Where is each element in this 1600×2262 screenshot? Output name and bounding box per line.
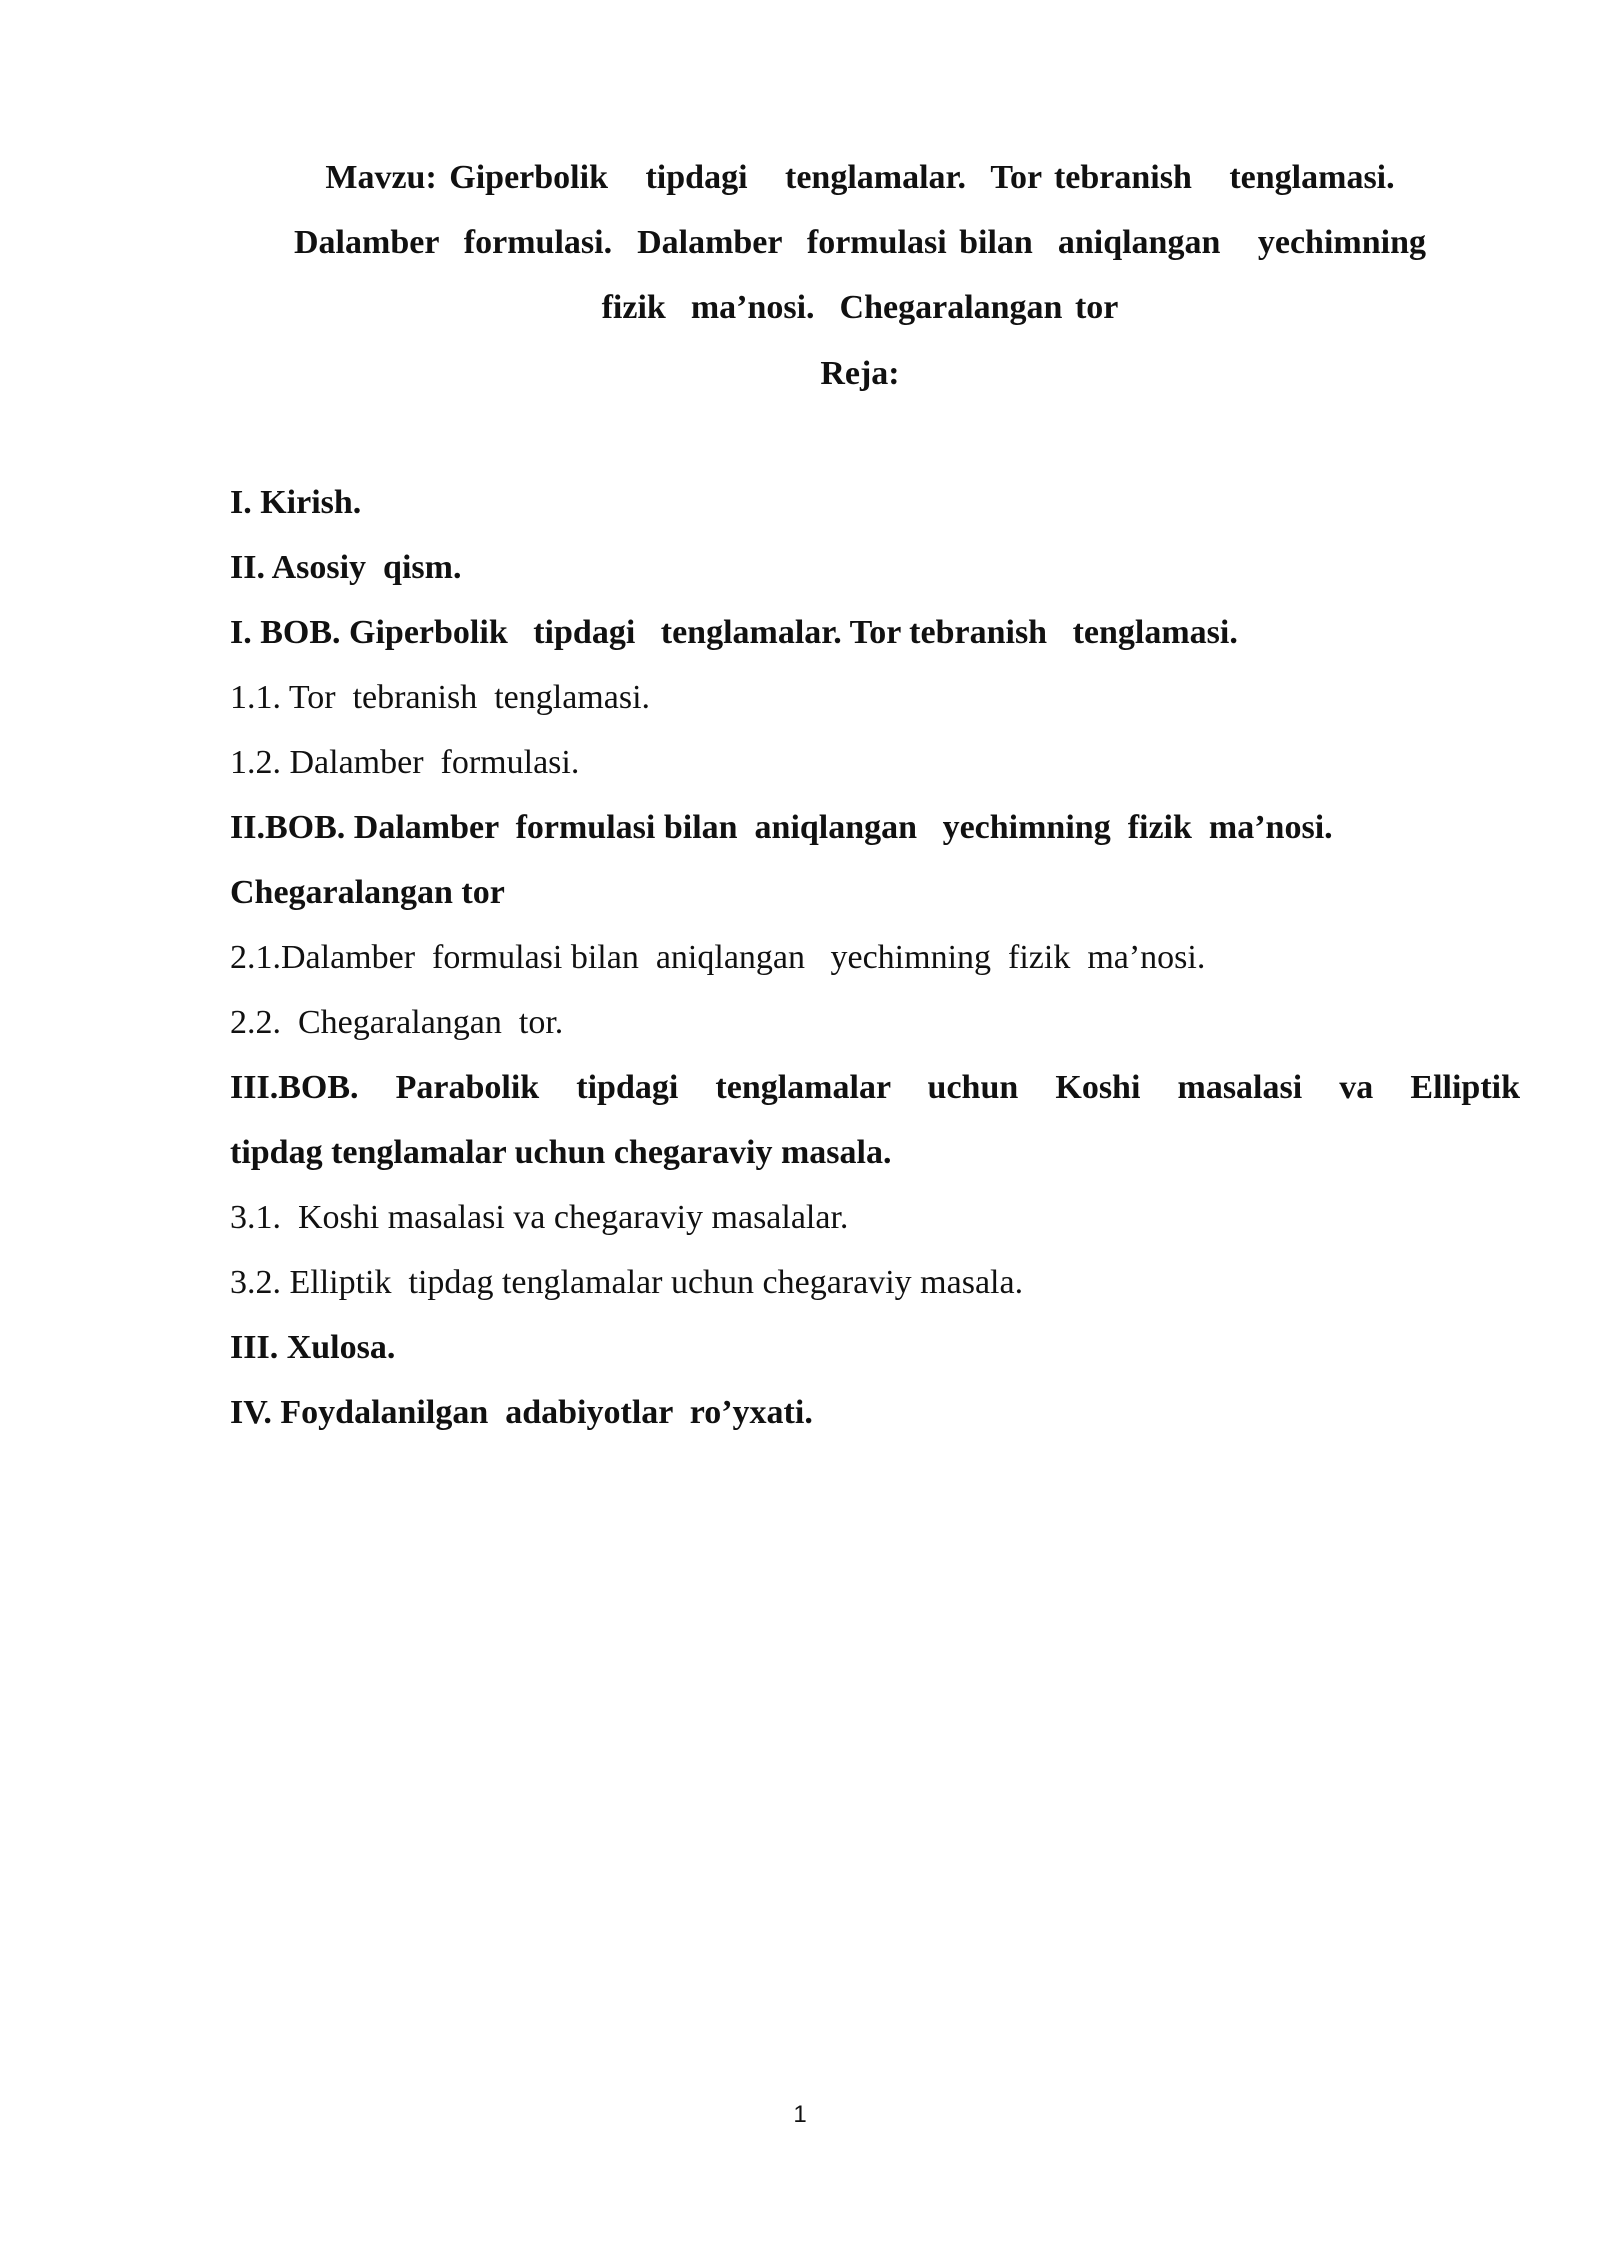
toc-item-chapter-3-continued: tipdag tenglamalar uchun chegaraviy masala. — [230, 1134, 892, 1171]
toc-item-asosiy-qism: II. Asosiy qism. — [230, 549, 462, 586]
toc-item-xulosa: III. Xulosa. — [230, 1329, 396, 1366]
toc-item-2-1: 2.1.Dalamber formulasi bilan aniqlangan yechimning fizik ma’nosi. — [230, 939, 1206, 976]
plan-heading: Reja: — [820, 355, 900, 392]
toc-item-3-2: 3.2. Elliptik tipdag tenglamalar uchun chegaraviy masala. — [230, 1264, 1024, 1301]
title-line-2: Dalamber formulasi. Dalamber formulasi bilan aniqlangan yechimning — [294, 224, 1426, 261]
toc-item-chapter-2: II.BOB. Dalamber formulasi bilan aniqlangan yechimning fizik ma’nosi. — [230, 809, 1333, 846]
toc-item-1-2: 1.2. Dalamber formulasi. — [230, 744, 580, 781]
toc-item-chapter-1: I. BOB. Giperbolik tipdagi tenglamalar. Tor tebranish tenglamasi. — [230, 614, 1238, 651]
page-number: 1 — [793, 2101, 807, 2128]
document-title — [225, 145, 1495, 406]
toc-item-3-1: 3.1. Koshi masalasi va chegaraviy masalalar. — [230, 1199, 849, 1236]
toc-item-chapter-2-continued: Chegaralangan tor — [230, 874, 505, 911]
toc-item-references: IV. Foydalanilgan adabiyotlar ro’yxati. — [230, 1394, 813, 1431]
toc-item-1-1: 1.1. Tor tebranish tenglamasi. — [230, 679, 651, 716]
toc-item-kirish: I. Kirish. — [230, 484, 362, 521]
title-line-3: fizik ma’nosi. Chegaralangan tor — [601, 289, 1119, 326]
toc-item-chapter-3: III.BOB. Parabolik tipdagi tenglamalar uchun Koshi masalasi va Elliptik — [230, 1069, 1520, 1106]
title-line-1: Mavzu: Giperbolik tipdagi tenglamalar. Tor tebranish tenglamasi. — [325, 159, 1395, 196]
table-of-contents — [230, 470, 1520, 1445]
toc-item-2-2: 2.2. Chegaralangan tor. — [230, 1004, 564, 1041]
